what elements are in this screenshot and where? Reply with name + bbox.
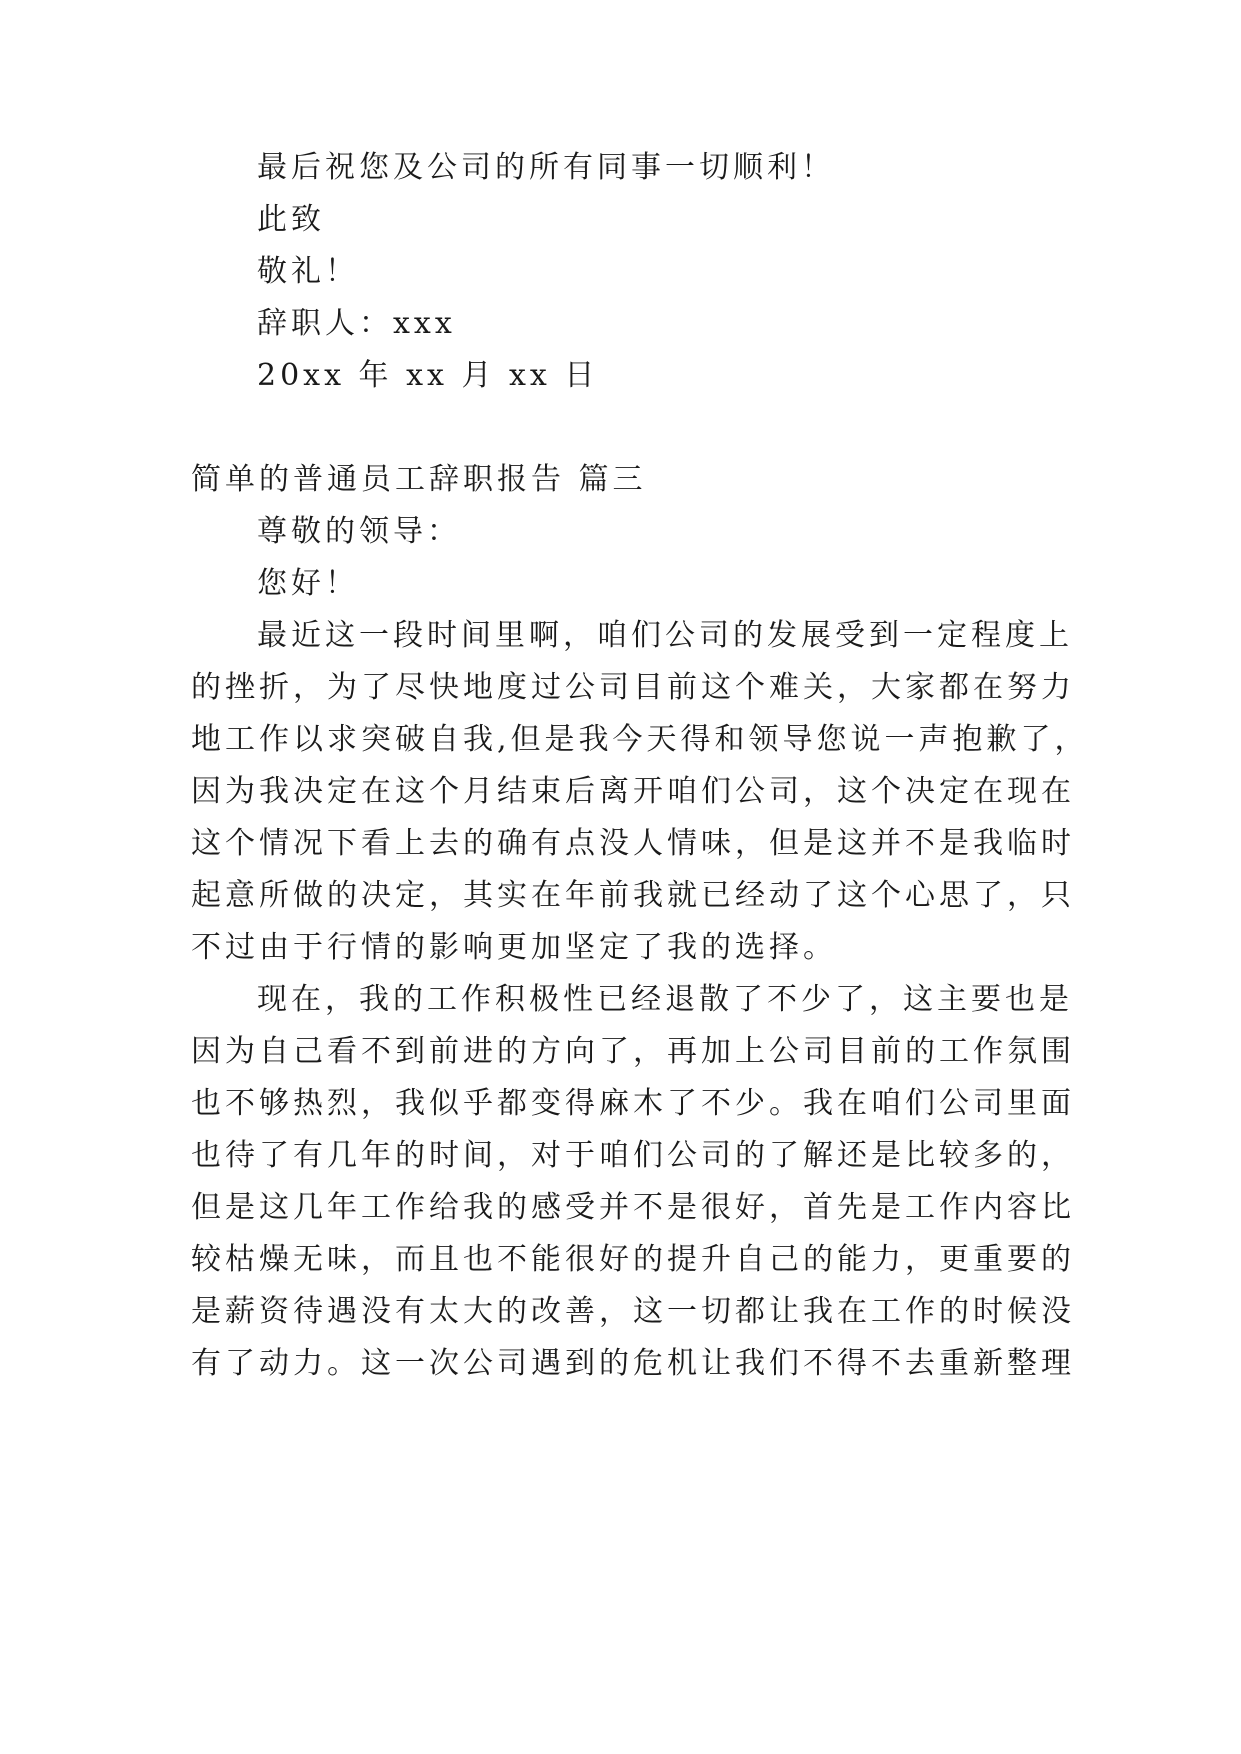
paragraph-1-line: 最近这一段时间里啊，咱们公司的发展受到一定程度上 xyxy=(257,618,1073,653)
paragraph-2-line: 有了动力。这一次公司遇到的危机让我们不得不去重新整理 xyxy=(191,1346,1075,1381)
paragraph-2-line: 也不够热烈，我似乎都变得麻木了不少。我在咱们公司里面 xyxy=(191,1086,1075,1121)
closing-date: 20xx 年 xx 月 xx 日 xyxy=(257,358,599,393)
greeting-hello: 您好！ xyxy=(257,566,359,601)
paragraph-2-line: 因为自己看不到前进的方向了，再加上公司目前的工作氛围 xyxy=(191,1034,1075,1069)
paragraph-1-line: 地工作以求突破自我,但是我今天得和领导您说一声抱歉了， xyxy=(191,722,1089,757)
paragraph-2-line: 现在，我的工作积极性已经退散了不少了，这主要也是 xyxy=(257,982,1073,1017)
closing-salutation-1: 此致 xyxy=(257,202,325,237)
paragraph-2-line: 但是这几年工作给我的感受并不是很好，首先是工作内容比 xyxy=(191,1190,1075,1225)
paragraph-1-line: 不过由于行情的影响更加坚定了我的选择。 xyxy=(191,930,837,965)
paragraph-1-line: 这个情况下看上去的确有点没人情味，但是这并不是我临时 xyxy=(191,826,1075,861)
paragraph-2-line: 也待了有几年的时间，对于咱们公司的了解还是比较多的， xyxy=(191,1138,1075,1173)
paragraph-2-line: 是薪资待遇没有太大的改善，这一切都让我在工作的时候没 xyxy=(191,1294,1075,1329)
closing-salutation-2: 敬礼！ xyxy=(257,254,359,289)
closing-wish: 最后祝您及公司的所有同事一切顺利！ xyxy=(257,150,835,185)
greeting-salutation: 尊敬的领导： xyxy=(257,514,461,549)
paragraph-1-line: 的挫折，为了尽快地度过公司目前这个难关，大家都在努力 xyxy=(191,670,1075,705)
paragraph-1-line: 因为我决定在这个月结束后离开咱们公司，这个决定在现在 xyxy=(191,774,1075,809)
section-title: 简单的普通员工辞职报告 篇三 xyxy=(191,462,647,497)
paragraph-1-line: 起意所做的决定，其实在年前我就已经动了这个心思了，只 xyxy=(191,878,1075,913)
closing-signer: 辞职人：xxx xyxy=(257,306,456,341)
paragraph-2-line: 较枯燥无味，而且也不能很好的提升自己的能力，更重要的 xyxy=(191,1242,1075,1277)
